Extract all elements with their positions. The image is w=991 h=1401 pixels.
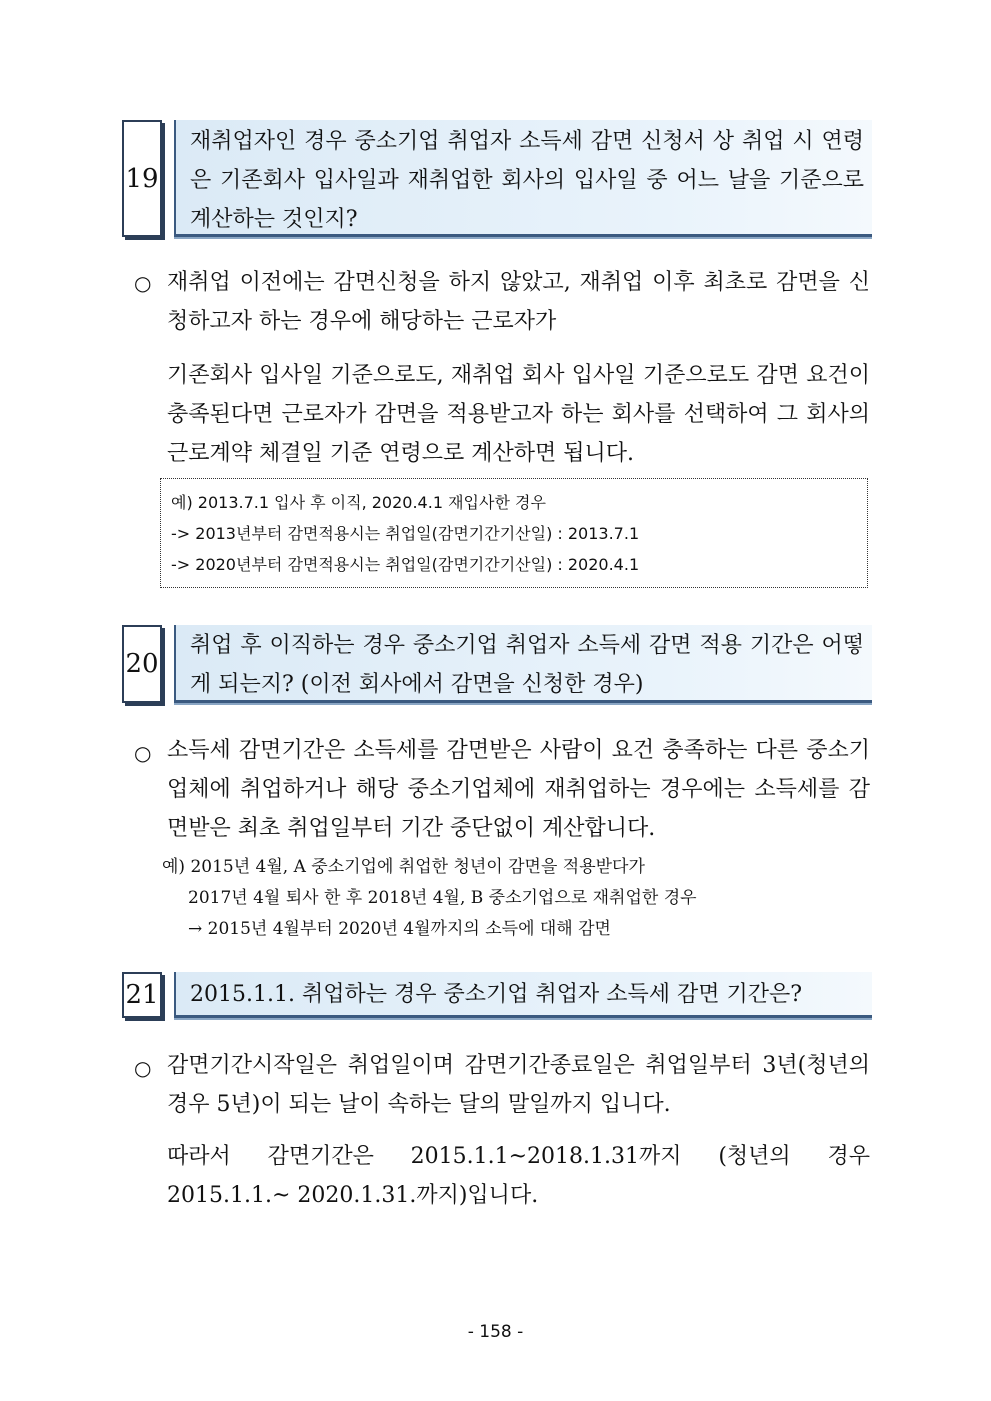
example-box bbox=[160, 478, 868, 588]
example-line: -> 2013년부터 감면적용시는 취업일(감면기간기산일) : 2013.7.1 bbox=[171, 524, 640, 543]
question-text: 재취업자인 경우 중소기업 취업자 소득세 감면 신청서 상 취업 시 연령은 기존회사 입사일과 재취업한 회사의 입사일 중 어느 날을 기준으로 계산하는 것인지? bbox=[190, 129, 864, 232]
question-21-header bbox=[122, 972, 872, 1018]
answer-paragraph: 재취업 이전에는 감면신청을 하지 않았고, 재취업 이후 최초로 감면을 신청하고자 하는 경우에 해당하는 근로자가 bbox=[167, 270, 870, 334]
question-box bbox=[174, 625, 872, 703]
question-19-header bbox=[122, 120, 872, 237]
answer-paragraph: 소득세 감면기간은 소득세를 감면받은 사람이 요건 충족하는 다른 중소기업체에 취업하거나 해당 중소기업체에 재취업하는 경우에는 소득세를 감면받은 최초 취업일부터 기간 중단없이 계산합니다. bbox=[167, 738, 870, 841]
question-number: 21 bbox=[122, 972, 162, 1018]
bullet-icon: ○ bbox=[134, 741, 152, 765]
example-line: 예) 2013.7.1 입사 후 이직, 2020.4.1 재입사한 경우 bbox=[171, 493, 546, 512]
answer-paragraph: 따라서 감면기간은 2015.1.1~2018.1.31까지 (청년의 경우 2015.1.1.~ 2020.1.31.까지)입니다. bbox=[167, 1144, 870, 1208]
example-line: -> 2020년부터 감면적용시는 취업일(감면기간기산일) : 2020.4.1 bbox=[171, 555, 640, 574]
question-20-header bbox=[122, 625, 872, 703]
question-box bbox=[174, 120, 872, 237]
example-block bbox=[162, 852, 862, 945]
answer-paragraph: 기존회사 입사일 기준으로도, 재취업 회사 입사일 기준으로도 감면 요건이 충족된다면 근로자가 감면을 적용받고자 하는 회사를 선택하여 그 회사의 근로계약 체결일 기준 연령으로 계산하면 됩니다. bbox=[167, 363, 870, 466]
question-number: 20 bbox=[122, 625, 162, 703]
bullet-icon: ○ bbox=[134, 1056, 152, 1080]
answer-paragraph: 감면기간시작일은 취업일이며 감면기간종료일은 취업일부터 3년(청년의 경우 5년)이 되는 날이 속하는 달의 말일까지 입니다. bbox=[167, 1053, 870, 1117]
bullet-icon: ○ bbox=[134, 271, 152, 295]
question-text: 취업 후 이직하는 경우 중소기업 취업자 소득세 감면 적용 기간은 어떻게 되는지? (이전 회사에서 감면을 신청한 경우) bbox=[190, 633, 864, 697]
example-line: 2017년 4월 퇴사 한 후 2018년 4월, B 중소기업으로 재취업한 경우 bbox=[188, 888, 697, 908]
example-line: → 2015년 4월부터 2020년 4월까지의 소득에 대해 감면 bbox=[188, 919, 611, 939]
example-line: 예) 2015년 4월, A 중소기업에 취업한 청년이 감면을 적용받다가 bbox=[162, 857, 645, 877]
page-number: - 158 - bbox=[467, 1322, 524, 1342]
question-box bbox=[174, 972, 872, 1018]
question-number: 19 bbox=[122, 120, 162, 237]
question-text: 2015.1.1. 취업하는 경우 중소기업 취업자 소득세 감면 기간은? bbox=[190, 982, 803, 1007]
